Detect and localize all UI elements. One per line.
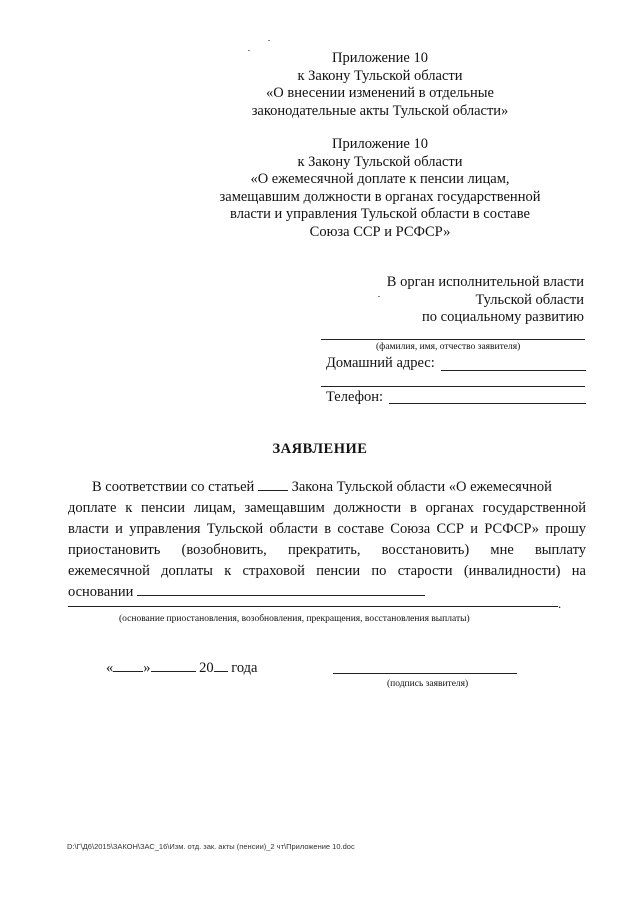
body-line-1b: Закона Тульской области «О ежемесячной [291,479,552,495]
file-path-footer: D:\Г\Д6\2015\ЗАКОН\ЗАС_16\Изм. отд. зак. акты (пенсии)_2 чт\Приложение 10.doc [67,842,355,851]
appendix-1-line-2: к Закону Тульской области [297,67,463,84]
body-line-5: ежемесячной доплаты к страховой пенсии по старости (инвалидности) на [68,563,586,579]
reason-blank-1[interactable] [137,583,425,596]
appendix-2-line-1: Приложение 10 [332,136,428,152]
home-address-line-1[interactable] [441,370,586,371]
date-quote-open: « [106,660,114,676]
signature-caption: (подпись заявителя) [387,679,469,689]
reason-blank-2[interactable] [68,606,558,607]
appendix-1-line-4: законодательные акты Тульской области» [251,102,509,119]
year-suffix: года [231,660,258,676]
applicant-name-line[interactable] [321,339,585,340]
document-title: ЗАЯВЛЕНИЕ [272,441,368,457]
body-line-1a: В соответствии со статьей [92,479,255,495]
appendix-2-line-2: к Закону Тульской области [297,153,463,170]
period-mark: . [558,596,562,611]
addressee-line-3: по социальному развитию [422,309,584,325]
date-block [106,659,257,677]
addressee-line-1: В орган исполнительной власти [386,274,584,290]
scan-speck [378,296,380,297]
appendix-2-line-4: замещавшим должности в органах государственной [219,188,541,205]
application-body [68,477,586,603]
article-number-blank[interactable] [258,478,288,491]
appendix-2-line-5: власти и управления Тульской области в составе [230,206,530,222]
home-address-label: Домашний адрес: [326,355,435,371]
body-line-6: основании [68,584,134,600]
date-quote-close: » [143,660,151,676]
reason-caption: (основание приостановления, возобновления, прекращения, восстановления выплаты) [119,614,470,624]
appendix-2-line-3: «О ежемесячной доплате к пенсии лицам, [250,171,510,187]
appendix-block-1 [200,50,560,120]
body-line-2: доплате к пенсии лицам, замещавшим должности в органах государственной [68,500,586,516]
appendix-1-line-3: «О внесении изменений в отдельные [266,85,494,101]
phone-label: Телефон: [326,389,384,405]
scan-speck [268,40,270,41]
home-address-line-2[interactable] [321,386,585,387]
appendix-2-line-6: Союза ССР и РСФСР» [309,223,451,240]
body-line-4: приостановить (возобновить, прекратить, восстановить) мне выплату [68,542,586,558]
appendix-block-2 [200,136,560,241]
phone-line[interactable] [389,403,586,404]
year-blank[interactable] [214,659,228,672]
applicant-name-caption: (фамилия, имя, отчество заявителя) [376,342,521,352]
body-line-3: власти и управления Тульской области в составе Союза ССР и РСФСР» прошу [68,521,586,537]
year-prefix: 20 [199,660,214,676]
signature-line[interactable] [333,673,517,674]
addressee-block [387,274,584,327]
month-blank[interactable] [151,659,196,672]
appendix-1-line-1: Приложение 10 [332,50,428,66]
addressee-line-2: Тульской области [475,291,584,308]
day-blank[interactable] [113,659,143,672]
